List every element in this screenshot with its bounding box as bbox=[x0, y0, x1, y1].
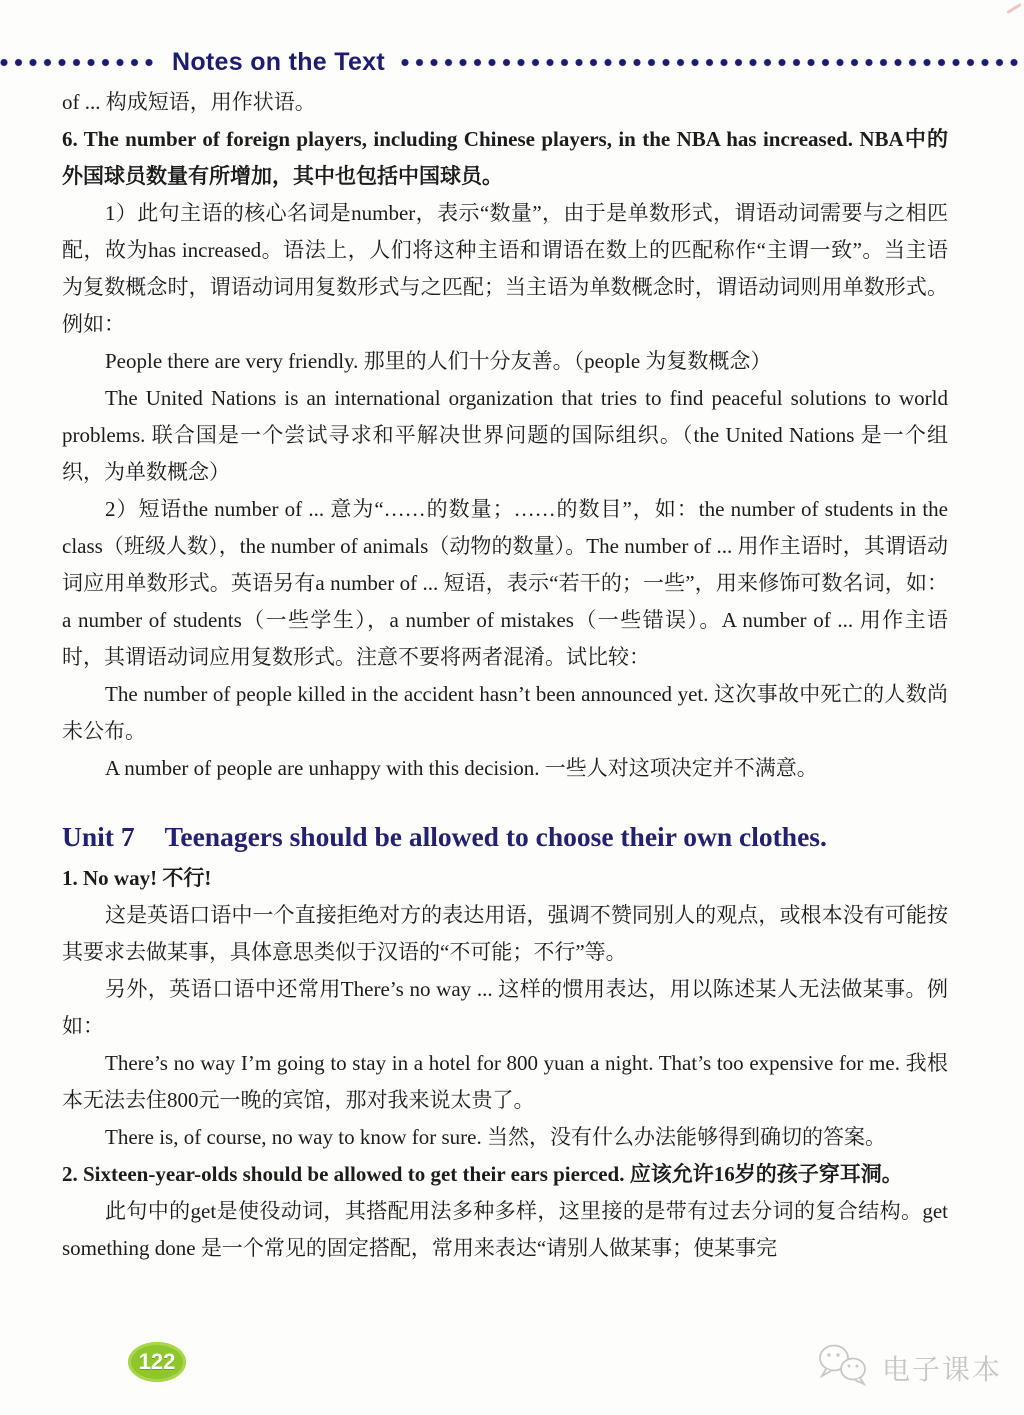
note-1-heading: 1. No way! 不行! bbox=[62, 866, 212, 890]
unit-7-title: Teenagers should be allowed to choose their own clothes. bbox=[164, 821, 827, 852]
note-6-point-1: 1）此句主语的核心名词是number，表示“数量”，由于是单数形式，谓语动词需要与之相匹配，故为has increased。语法上，人们将这种主语和谓语在数上的匹配称作“主谓一致”。当主语为复数概念时，谓语动词用复数形式与之匹配；当主语为单数概念时，谓语动词则用单数形式。例如： bbox=[62, 201, 948, 336]
note-1-para-1: 这是英语口语中一个直接拒绝对方的表达用语，强调不赞同别人的观点，或根本没有可能按其要求去做某事，具体意思类似于汉语的“不可能；不行”等。 bbox=[62, 903, 948, 964]
note-2-para-1: 此句中的get是使役动词，其搭配用法多种多样，这里接的是带有过去分词的复合结构。get something done 是一个常见的固定搭配，常用来表达“请别人做某事；使某事完 bbox=[62, 1199, 948, 1260]
example-sentence-1: People there are very friendly. 那里的人们十分友善。（people 为复数概念） bbox=[105, 349, 772, 373]
watermark bbox=[816, 1342, 1002, 1393]
carryover-line: of ... 构成短语，用作状语。 bbox=[62, 90, 316, 114]
example-sentence-4: A number of people are unhappy with this decision. 一些人对这项决定并不满意。 bbox=[105, 756, 818, 780]
note-6-heading: 6. The number of foreign players, including Chinese players, in the NBA has increased. NBA中的外国球员数量有所增加，其中也包括中国球员。 bbox=[62, 127, 948, 188]
example-sentence-3: The number of people killed in the accident hasn’t been announced yet. 这次事故中死亡的人数尚未公布。 bbox=[62, 682, 948, 743]
unit-7-label: Unit 7 bbox=[62, 821, 135, 852]
wechat-logo-icon bbox=[816, 1342, 872, 1393]
unit-7-heading bbox=[62, 817, 948, 857]
dotted-rule-right bbox=[401, 58, 1024, 67]
note-1-para-2: 另外，英语口语中还常用There’s no way ... 这样的惯用表达，用以陈述某人无法做某事。例如： bbox=[62, 977, 948, 1038]
note-2-heading: 2. Sixteen-year-olds should be allowed to get their ears pierced. 应该允许16岁的孩子穿耳洞。 bbox=[62, 1162, 903, 1186]
dotted-rule-left bbox=[0, 58, 158, 67]
example-sentence-2: The United Nations is an international organization that tries to find peaceful solutions to world problems. 联合国是一个尝试寻求和平解决世界问题的国际组织。（the United Nations 是一个组织，为单数概念） bbox=[62, 386, 948, 484]
page-number-badge: 122 bbox=[128, 1342, 186, 1382]
note-6-point-2: 2）短语the number of ... 意为“……的数量；……的数目”，如：the number of students in the class（班级人数），the number of animals（动物的数量）。The number of ... 用作主语时，其谓语动词应用单数形式。英语另有a number of ... 短语，表示“若干的；一些”，用来修饰可数名词，如：a number of students（一些学生），a number of mistakes（一些错误）。A number of ... 用作主语时，其谓语动词应用复数形式。注意不要将两者混淆。试比较： bbox=[62, 497, 948, 669]
watermark-label: 电子课本 bbox=[881, 1353, 1002, 1385]
section-title: Notes on the Text bbox=[172, 47, 385, 76]
example-sentence-6: There is, of course, no way to know for sure. 当然，没有什么办法能够得到确切的答案。 bbox=[105, 1125, 886, 1149]
notes-content bbox=[62, 84, 948, 1267]
red-corner-mark bbox=[1006, 3, 1021, 14]
example-sentence-5: There’s no way I’m going to stay in a hotel for 800 yuan a night. That’s too expensive for me. 我根本无法去住800元一晚的宾馆，那对我来说太贵了。 bbox=[62, 1051, 948, 1112]
section-header bbox=[0, 44, 1024, 80]
